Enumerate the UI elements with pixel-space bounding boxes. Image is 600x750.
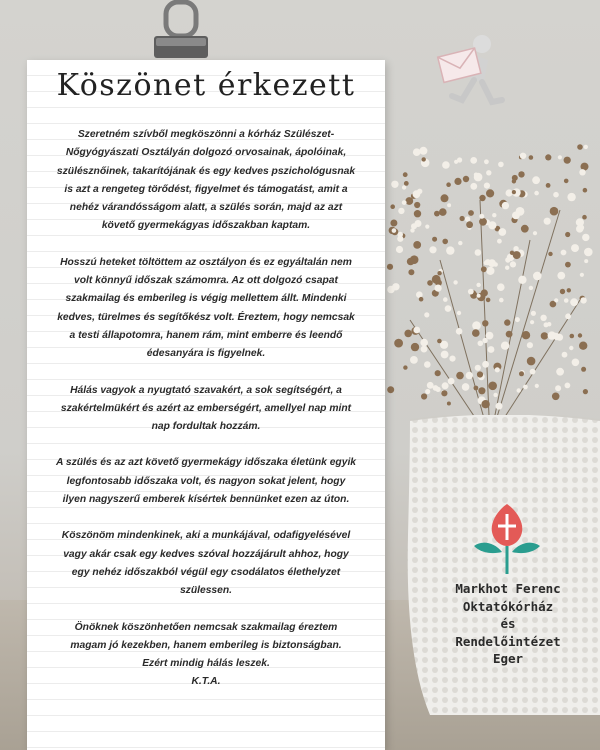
note-line: nap fordultak hozzám. <box>151 421 261 433</box>
hospital-name <box>428 580 588 668</box>
dried-flowers-image <box>380 140 600 440</box>
note-paragraph <box>27 619 385 692</box>
note-body <box>27 126 385 692</box>
note-paragraph <box>27 126 385 236</box>
note-line: volt könnyű időszak számomra. Az ott dolgozó csapat <box>74 275 338 287</box>
note-line: kedves, türelmes és segítőkész volt. Éreztem, hogy nemcsak <box>57 311 355 323</box>
note-paragraph <box>27 454 385 509</box>
hospital-logo-icon <box>468 500 546 576</box>
note-line: a testi állapotomra, hanem rám, mint emberre és leendő <box>69 329 343 341</box>
note-line: szülésznőinek, takarítójának és egy kedves pszichológusnak <box>56 165 356 177</box>
note-line: Hálás vagyok a nyugtató szavakért, a sok segítségért, a <box>70 384 342 396</box>
thank-you-note <box>27 60 385 750</box>
note-paragraph <box>27 254 385 364</box>
note-line: szülessen. <box>179 585 233 597</box>
note-line: Szeretném szívből megköszönni a kórház Szülészet- <box>77 129 335 140</box>
note-line: vagy akár csak egy kedves szóval hozzájárult ahhoz, hogy <box>63 548 349 560</box>
note-line: egy nehéz időszakból végül egy csodálatos élethelyzet <box>71 566 341 578</box>
note-line: nehéz várandósságom alatt, a szülés során, majd az azt <box>69 202 343 214</box>
note-line: magam jó kezekben, hanem emberileg is biztonságban. <box>70 639 342 651</box>
note-line: Nőgyógyászati Osztályán dolgozó orvosainak, ápolóinak, <box>65 147 347 159</box>
note-line: követő gyermekágyas időszakban kaptam. <box>101 220 311 232</box>
note-paragraph <box>27 527 385 600</box>
note-line: is azt a rengeteg törődést, figyelmet és támogatást, amit a <box>64 183 348 195</box>
note-line: szakértelmükért és azért az emberségért, amellyel nap mint <box>60 402 352 414</box>
hospital-name-line: Markhot Ferenc <box>455 581 561 596</box>
note-line: szakmailag és emberileg is végig mellettem állt. Mindenki <box>65 293 347 305</box>
hospital-name-line: Rendelőintézet <box>455 633 561 649</box>
hospital-name-line: és <box>500 616 516 631</box>
note-paragraph <box>27 382 385 437</box>
note-line: A szülés és az azt követő gyermekágy időszaka életünk egyik <box>55 457 357 469</box>
paper-clip-icon <box>150 0 212 66</box>
note-title: Köszönet érkezett <box>56 68 356 103</box>
mail-carrier-icon <box>430 30 510 110</box>
note-line: édesanyára is figyelnek. <box>146 348 266 360</box>
note-line: ilyen nagyszerű emberek kísértek bennünket ezen az úton. <box>62 494 350 506</box>
note-line: Köszönöm mindenkinek, aki a munkájával, odafigyelésével <box>61 530 351 542</box>
note-line: Hosszú heteket töltöttem az osztályon és ez egyáltalán nem <box>60 256 352 268</box>
note-line: K.T.A. <box>191 676 221 688</box>
hospital-name-line: Oktatókórház <box>462 598 554 614</box>
note-line: Önöknek köszönhetően nemcsak szakmailag éreztem <box>74 621 338 633</box>
note-line: legfontosabb időszaka volt, és nagyon sokat jelent, hogy <box>66 475 346 487</box>
hospital-name-line: Eger <box>492 651 524 666</box>
note-line: Ezért mindig hálás leszek. <box>142 658 270 670</box>
